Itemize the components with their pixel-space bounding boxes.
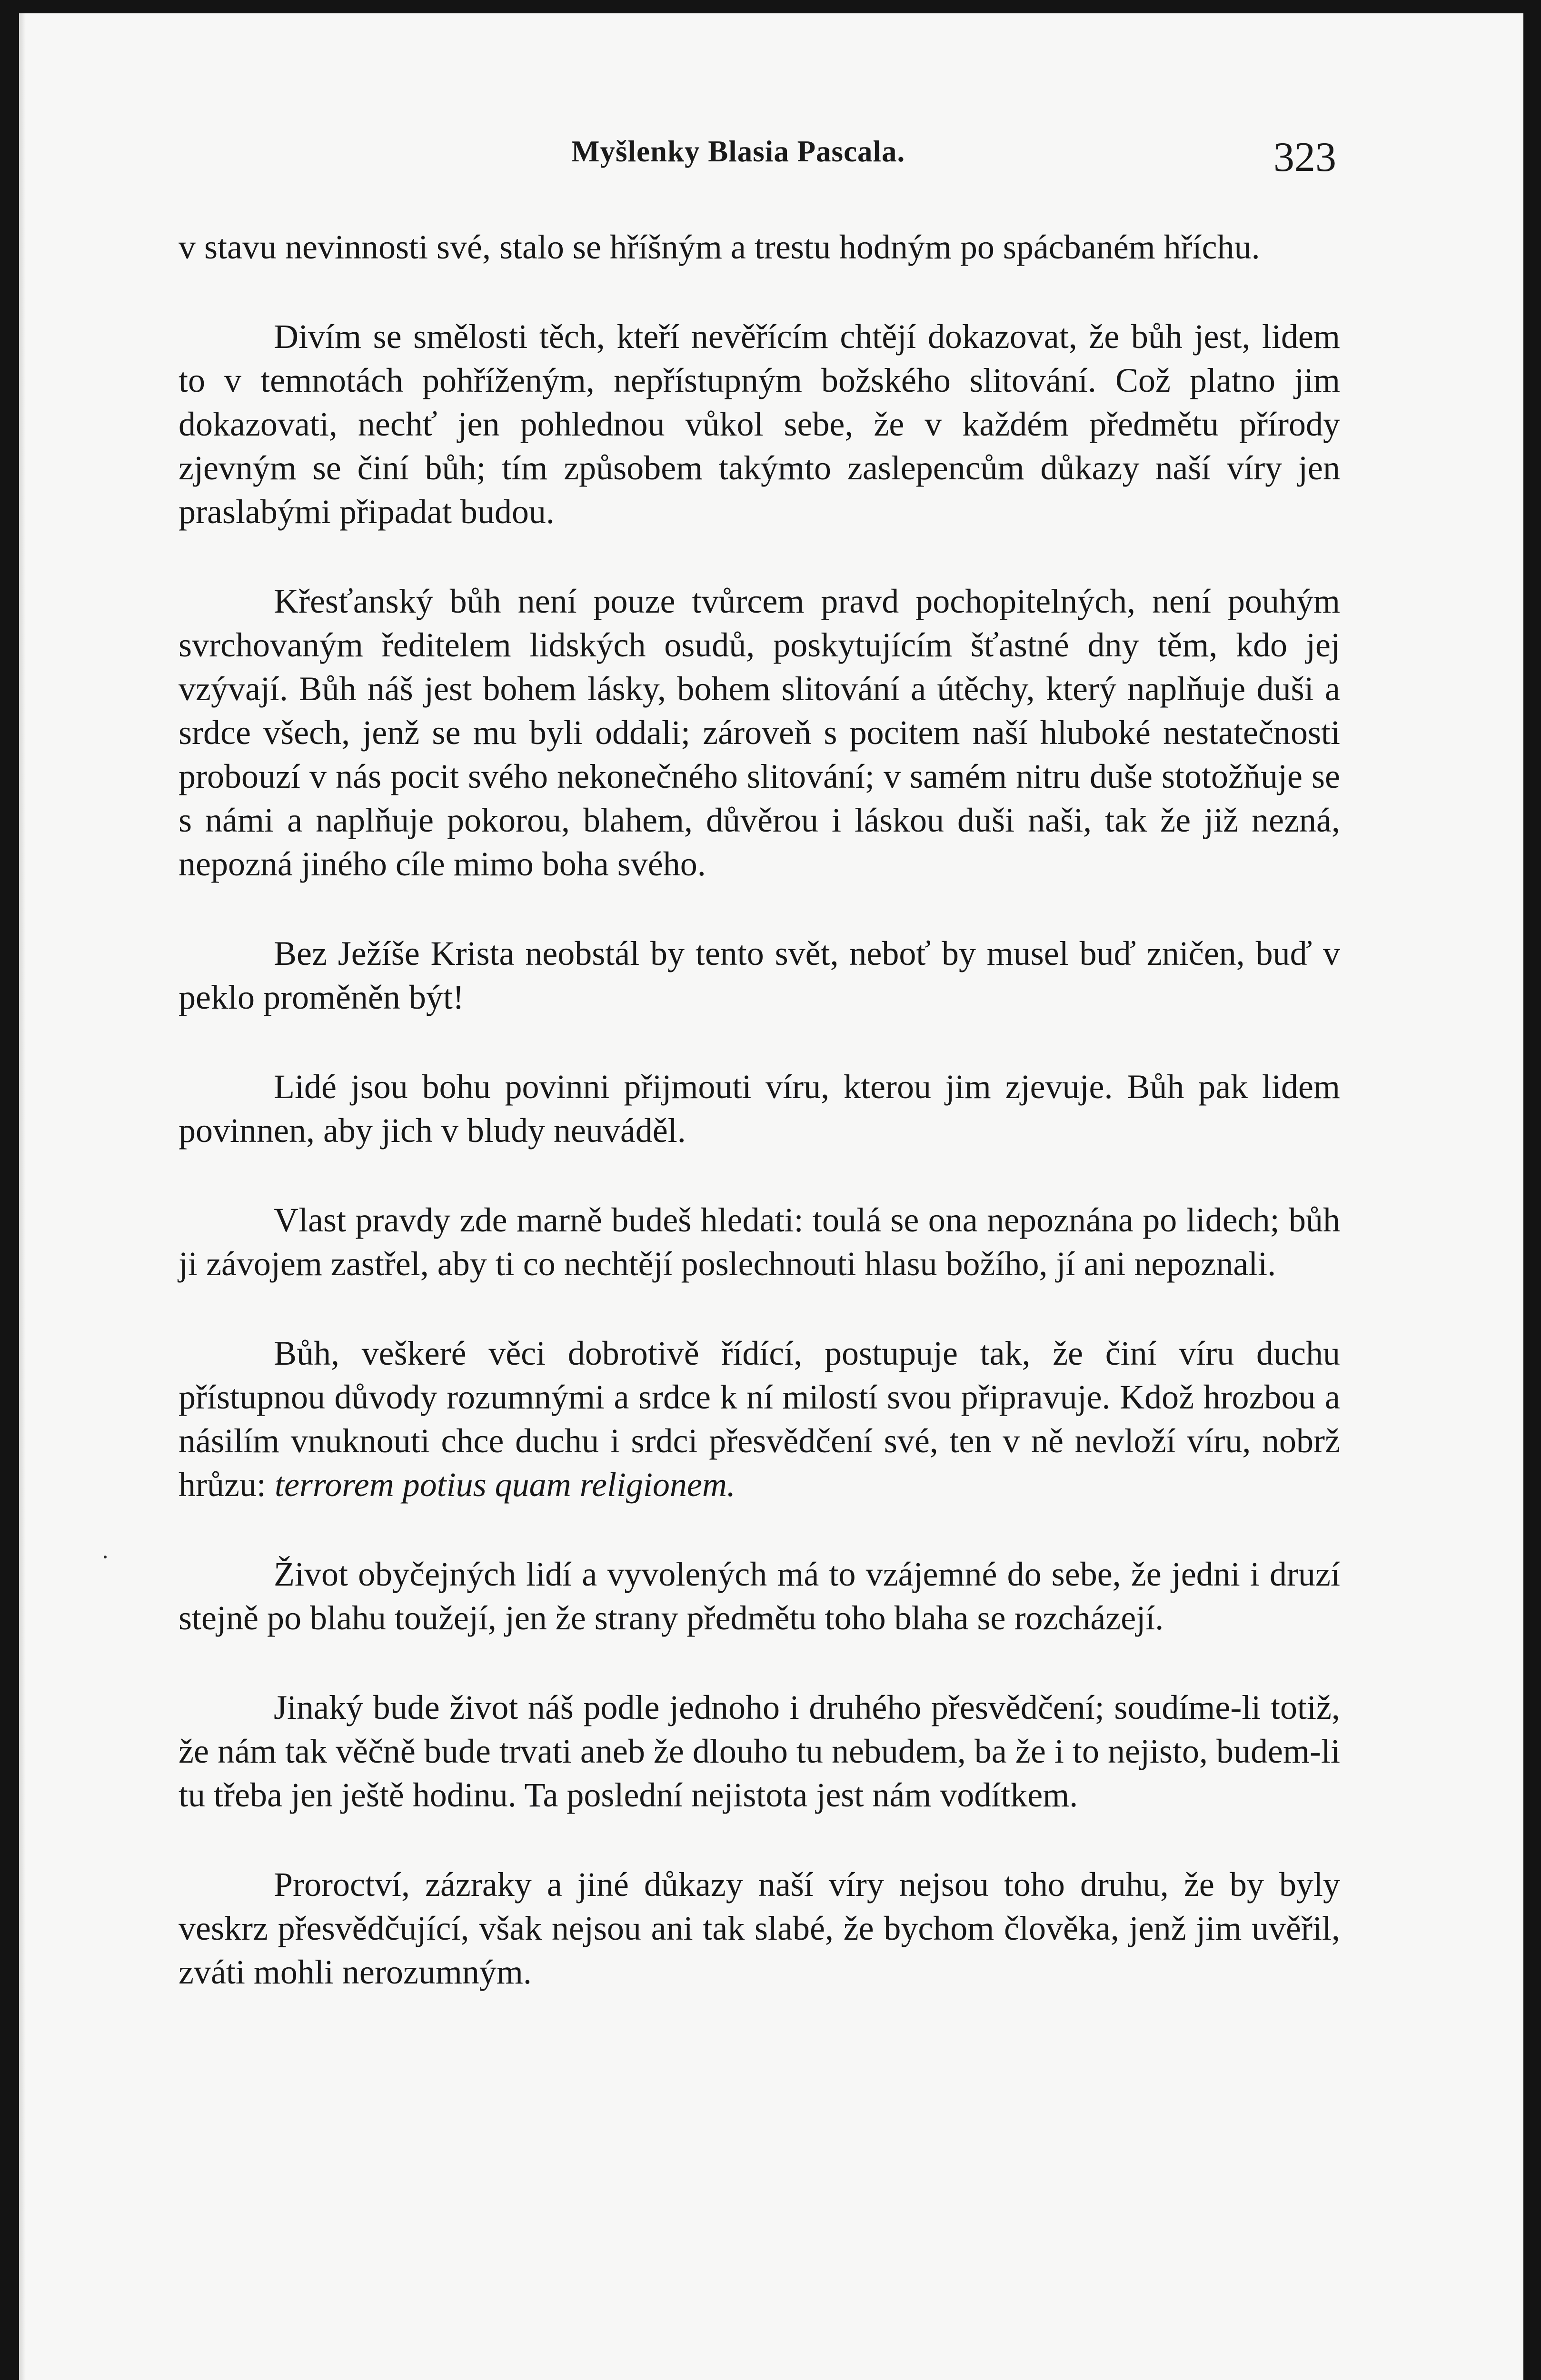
running-head: Myšlenky Blasia Pascala. <box>571 135 905 168</box>
paragraph: Bez Ježíše Krista neobstál by tento svět, neboť by musel buď zničen, buď v peklo proměněn být! <box>179 934 1340 1016</box>
paragraph-with-latin-quote <box>179 1331 1340 1507</box>
page-spine-shadow <box>19 13 26 2380</box>
paper-speck <box>104 1556 107 1558</box>
page-number: 323 <box>1273 134 1336 180</box>
paragraph: Proroctví, zázraky a jiné důkazy naší víry nejsou toho druhu, že by byly veskrz přesvědčující, však nejsou ani tak slabé, že bychom člověka, jenž jim uvěřil, zváti mohli nerozumným. <box>179 1865 1340 1991</box>
paragraph: Lidé jsou bohu povinni přijmouti víru, kterou jim zjevuje. Bůh pak lidem povinnen, aby jich v bludy neuváděl. <box>179 1068 1340 1150</box>
book-page <box>19 13 1523 2380</box>
paragraph: Jinaký bude život náš podle jednoho i druhého přesvědčení; soudíme-li totiž, že nám tak věčně bude trvati aneb že dlouho tu nebudem, ba že i to nejisto, budem-li tu třeba jen ještě hodinu. Ta poslední nejistota jest nám vodítkem. <box>179 1688 1340 1814</box>
latin-quote: terrorem potius quam religionem. <box>274 1466 736 1504</box>
body-text <box>179 225 1340 1994</box>
paragraph: Divím se smělosti těch, kteří nevěřícím chtějí dokazovat, že bůh jest, lidem to v temnotách pohříženým, nepřístupným božského slitování. Což platno jim dokazovati, nechť jen pohlednou vůkol sebe, že v každém předmětu přírody zjevným se činí bůh; tím způsobem takýmto zaslepencům důkazy naší víry jen praslabými připadat budou. <box>179 317 1340 531</box>
paragraph-continuation: v stavu nevinnosti své, stalo se hříšným a trestu hodným po spácbaném hříchu. <box>179 228 1260 266</box>
paragraph-text: Bůh, veškeré věci dobrotivě řídící, postupuje tak, že činí víru duchu přístupnou důvody rozumnými a srdce k ní milostí svou připravuje. Kdož hrozbou a násilím vnuknouti chce duchu i srdci přesvědčení své, ten v ně nevloží víru, nobrž hrůzu: <box>179 1334 1340 1504</box>
paragraph: Vlast pravdy zde marně budeš hledati: toulá se ona nepoznána po lidech; bůh ji závojem zastřel, aby ti co nechtějí poslechnouti hlasu božího, jí ani nepoznali. <box>179 1201 1340 1283</box>
paragraph: Křesťanský bůh není pouze tvůrcem pravd pochopitelných, není pouhým svrchovaným ředitelem lidských osudů, poskytujícím šťastné dny těm, kdo jej vzývají. Bůh náš jest bohem lásky, bohem slitování a útěchy, který naplňuje duši a srdce všech, jenž se mu byli oddali; zároveň s pocitem naší hluboké nestatečnosti probouzí v nás pocit svého nekonečného slitování; v samém nitru duše stotožňuje se s námi a naplňuje pokorou, blahem, důvěrou i láskou duši naši, tak že již nezná, nepozná jiného cíle mimo boha svého. <box>179 582 1340 883</box>
page-header <box>19 132 1523 180</box>
paragraph: Život obyčejných lidí a vyvolených má to vzájemné do sebe, že jedni i druzí stejně po blahu toužejí, jen že strany předmětu toho blaha se rozcházejí. <box>179 1555 1340 1637</box>
